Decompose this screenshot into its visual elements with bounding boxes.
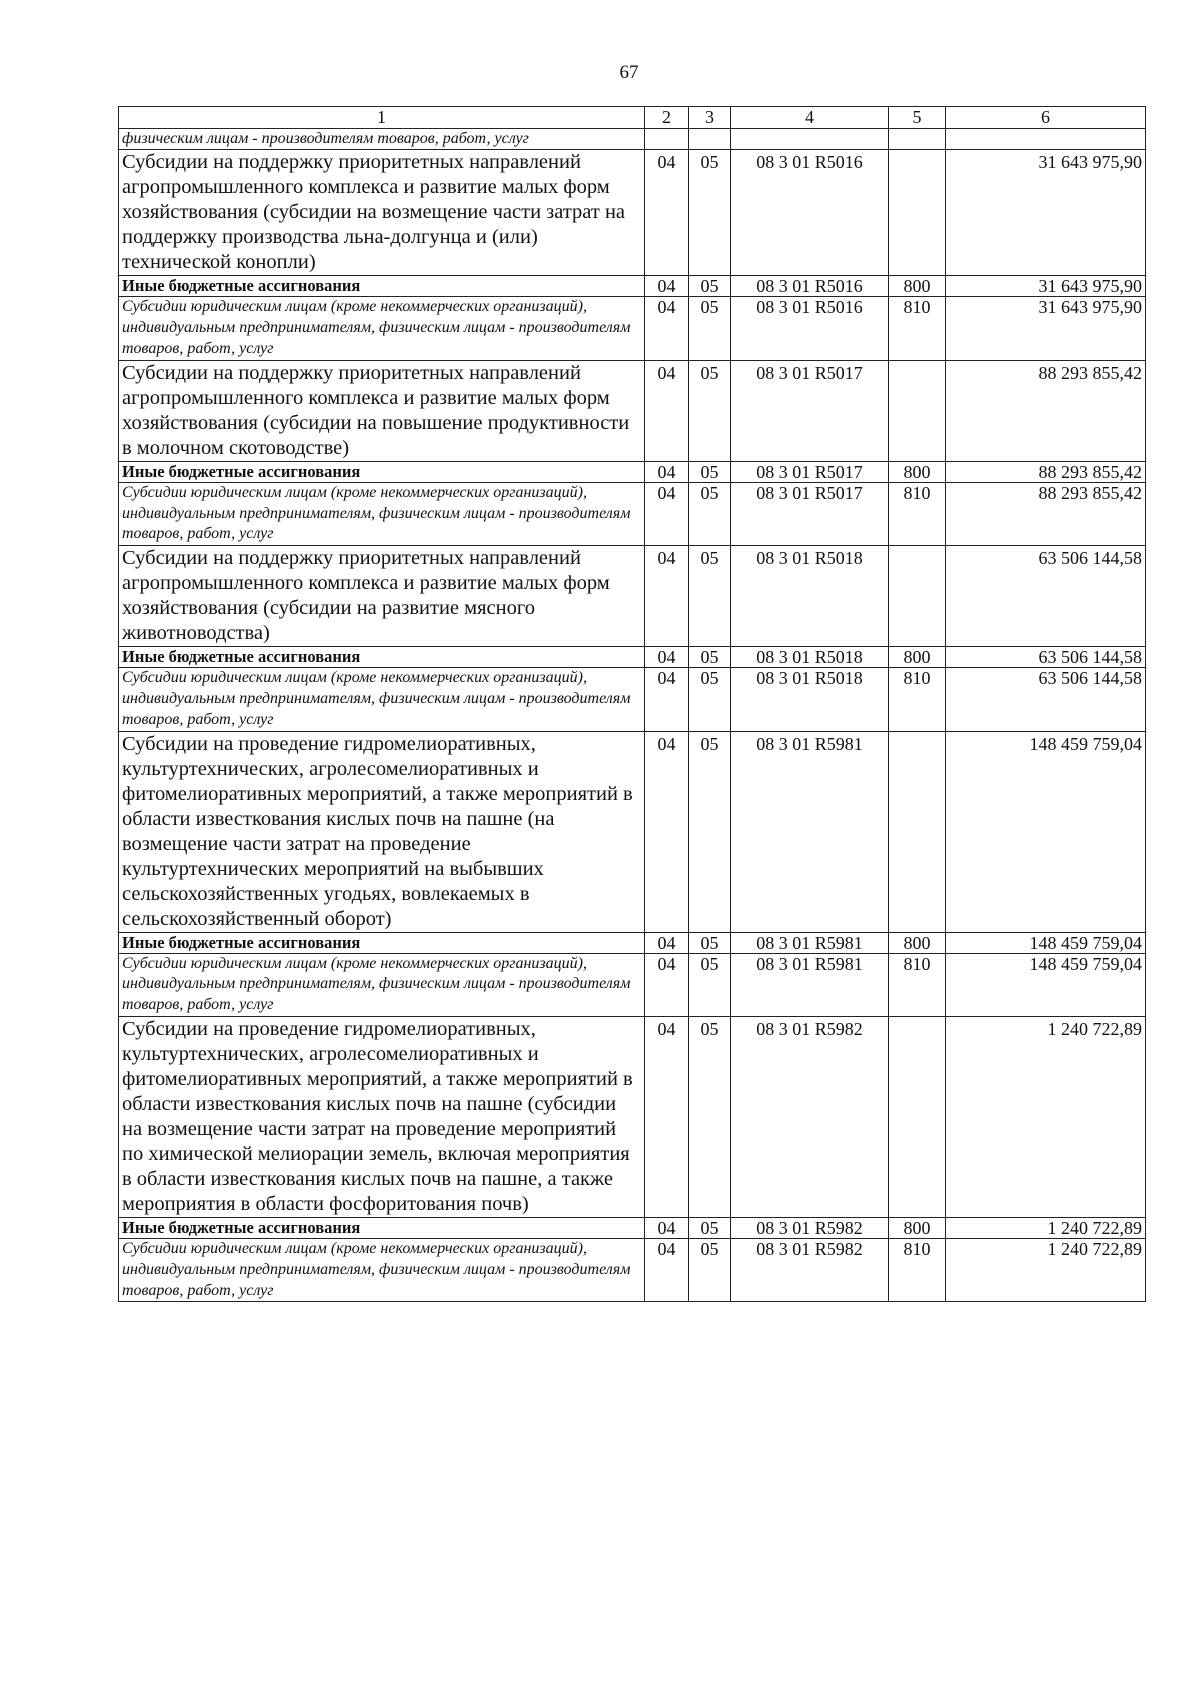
budget-table [118, 106, 1146, 1302]
section-code-cell: 04 [645, 546, 689, 647]
amount-cell: 88 293 855,42 [946, 461, 1146, 482]
amount-cell: 31 643 975,90 [946, 297, 1146, 360]
amount-cell: 63 506 144,58 [946, 668, 1146, 731]
target-article-cell [731, 128, 889, 150]
description-cell: Иные бюджетные ассигнования [119, 276, 645, 297]
subsection-code-cell: 05 [689, 731, 731, 932]
subsection-code-cell: 05 [689, 461, 731, 482]
description-cell: Субсидии на поддержку приоритетных направлений агропромышленного комплекса и развитие малых форм хозяйствования (субсидии на возмещение части затрат на поддержку производства льна-долгунца и (или) технической конопли) [119, 150, 645, 276]
expense-type-cell [889, 128, 946, 150]
description-cell: Субсидии юридическим лицам (кроме некоммерческих организаций), индивидуальным предпринимателям, физическим лицам - производителям товаров, работ, услуг [119, 297, 645, 360]
header-cell: 5 [889, 107, 946, 129]
target-article-cell: 08 3 01 R5016 [731, 150, 889, 276]
header-cell: 1 [119, 107, 645, 129]
expense-type-cell: 800 [889, 647, 946, 668]
expense-type-cell [889, 1017, 946, 1218]
table-row [119, 482, 1146, 545]
expense-type-cell: 800 [889, 932, 946, 953]
subsection-code-cell: 05 [689, 360, 731, 461]
subsection-code-cell: 05 [689, 1239, 731, 1302]
description-cell: Иные бюджетные ассигнования [119, 461, 645, 482]
subsection-code-cell: 05 [689, 150, 731, 276]
description-cell: Субсидии на проведение гидромелиоративных, культуртехнических, агролесомелиоративных и фитомелиоративных мероприятий, а также мероприятий в области известкования кислых почв на пашне (на возмещение части затрат на проведение культуртехнических мероприятий на выбывших сельскохозяйственных угодьях, вовлекаемых в сельскохозяйственный оборот) [119, 731, 645, 932]
section-code-cell: 04 [645, 1218, 689, 1239]
description-cell: Субсидии юридическим лицам (кроме некоммерческих организаций), индивидуальным предпринимателям, физическим лицам - производителям товаров, работ, услуг [119, 482, 645, 545]
expense-type-cell: 810 [889, 1239, 946, 1302]
amount-cell [946, 128, 1146, 150]
header-cell: 3 [689, 107, 731, 129]
table-row [119, 128, 1146, 150]
target-article-cell: 08 3 01 R5981 [731, 932, 889, 953]
expense-type-cell [889, 360, 946, 461]
target-article-cell: 08 3 01 R5981 [731, 953, 889, 1016]
description-cell: Субсидии юридическим лицам (кроме некоммерческих организаций), индивидуальным предпринимателям, физическим лицам - производителям товаров, работ, услуг [119, 668, 645, 731]
target-article-cell: 08 3 01 R5016 [731, 297, 889, 360]
table-row [119, 647, 1146, 668]
target-article-cell: 08 3 01 R5017 [731, 461, 889, 482]
subsection-code-cell [689, 128, 731, 150]
table-row [119, 546, 1146, 647]
expense-type-cell: 810 [889, 297, 946, 360]
table-row [119, 360, 1146, 461]
amount-cell: 63 506 144,58 [946, 546, 1146, 647]
section-code-cell: 04 [645, 150, 689, 276]
subsection-code-cell: 05 [689, 932, 731, 953]
section-code-cell: 04 [645, 668, 689, 731]
table-row [119, 461, 1146, 482]
section-code-cell [645, 128, 689, 150]
target-article-cell: 08 3 01 R5981 [731, 731, 889, 932]
description-cell: Иные бюджетные ассигнования [119, 932, 645, 953]
expense-type-cell [889, 150, 946, 276]
amount-cell: 31 643 975,90 [946, 150, 1146, 276]
amount-cell: 63 506 144,58 [946, 647, 1146, 668]
target-article-cell: 08 3 01 R5018 [731, 668, 889, 731]
section-code-cell: 04 [645, 647, 689, 668]
target-article-cell: 08 3 01 R5982 [731, 1017, 889, 1218]
amount-cell: 88 293 855,42 [946, 360, 1146, 461]
section-code-cell: 04 [645, 953, 689, 1016]
subsection-code-cell: 05 [689, 297, 731, 360]
target-article-cell: 08 3 01 R5018 [731, 647, 889, 668]
section-code-cell: 04 [645, 482, 689, 545]
header-cell: 2 [645, 107, 689, 129]
amount-cell: 88 293 855,42 [946, 482, 1146, 545]
section-code-cell: 04 [645, 276, 689, 297]
subsection-code-cell: 05 [689, 546, 731, 647]
description-cell: Иные бюджетные ассигнования [119, 647, 645, 668]
section-code-cell: 04 [645, 1239, 689, 1302]
section-code-cell: 04 [645, 297, 689, 360]
page-number: 67 [619, 62, 639, 83]
description-cell: физическим лицам - производителям товаров, работ, услуг [119, 128, 645, 150]
table-row [119, 1017, 1146, 1218]
expense-type-cell: 810 [889, 953, 946, 1016]
section-code-cell: 04 [645, 932, 689, 953]
table-row [119, 731, 1146, 932]
table-row [119, 150, 1146, 276]
table-header-row [119, 107, 1146, 129]
description-cell: Иные бюджетные ассигнования [119, 1218, 645, 1239]
subsection-code-cell: 05 [689, 1218, 731, 1239]
subsection-code-cell: 05 [689, 668, 731, 731]
amount-cell: 148 459 759,04 [946, 731, 1146, 932]
table-row [119, 932, 1146, 953]
subsection-code-cell: 05 [689, 276, 731, 297]
target-article-cell: 08 3 01 R5982 [731, 1218, 889, 1239]
table-row [119, 668, 1146, 731]
expense-type-cell: 810 [889, 482, 946, 545]
expense-type-cell: 810 [889, 668, 946, 731]
amount-cell: 31 643 975,90 [946, 276, 1146, 297]
header-cell: 4 [731, 107, 889, 129]
amount-cell: 1 240 722,89 [946, 1239, 1146, 1302]
target-article-cell: 08 3 01 R5017 [731, 360, 889, 461]
amount-cell: 1 240 722,89 [946, 1218, 1146, 1239]
table-row [119, 276, 1146, 297]
amount-cell: 1 240 722,89 [946, 1017, 1146, 1218]
expense-type-cell: 800 [889, 1218, 946, 1239]
header-cell: 6 [946, 107, 1146, 129]
subsection-code-cell: 05 [689, 953, 731, 1016]
table-row [119, 953, 1146, 1016]
target-article-cell: 08 3 01 R5017 [731, 482, 889, 545]
target-article-cell: 08 3 01 R5016 [731, 276, 889, 297]
table-row [119, 297, 1146, 360]
expense-type-cell [889, 731, 946, 932]
section-code-cell: 04 [645, 731, 689, 932]
subsection-code-cell: 05 [689, 1017, 731, 1218]
expense-type-cell [889, 546, 946, 647]
description-cell: Субсидии на проведение гидромелиоративных, культуртехнических, агролесомелиоративных и фитомелиоративных мероприятий, а также мероприятий в области известкования кислых почв на пашне (субсидии на возмещение части затрат на проведение мероприятий по химической мелиорации земель, включая мероприятия в области известкования кислых почв на пашне, а также мероприятия в области фосфоритования почв) [119, 1017, 645, 1218]
subsection-code-cell: 05 [689, 482, 731, 545]
table-row [119, 1218, 1146, 1239]
amount-cell: 148 459 759,04 [946, 932, 1146, 953]
expense-type-cell: 800 [889, 461, 946, 482]
budget-table-body [119, 107, 1146, 1302]
target-article-cell: 08 3 01 R5982 [731, 1239, 889, 1302]
description-cell: Субсидии юридическим лицам (кроме некоммерческих организаций), индивидуальным предпринимателям, физическим лицам - производителям товаров, работ, услуг [119, 1239, 645, 1302]
description-cell: Субсидии на поддержку приоритетных направлений агропромышленного комплекса и развитие малых форм хозяйствования (субсидии на развитие мясного животноводства) [119, 546, 645, 647]
subsection-code-cell: 05 [689, 647, 731, 668]
amount-cell: 148 459 759,04 [946, 953, 1146, 1016]
section-code-cell: 04 [645, 1017, 689, 1218]
table-row [119, 1239, 1146, 1302]
description-cell: Субсидии на поддержку приоритетных направлений агропромышленного комплекса и развитие малых форм хозяйствования (субсидии на повышение продуктивности в молочном скотоводстве) [119, 360, 645, 461]
section-code-cell: 04 [645, 461, 689, 482]
expense-type-cell: 800 [889, 276, 946, 297]
section-code-cell: 04 [645, 360, 689, 461]
target-article-cell: 08 3 01 R5018 [731, 546, 889, 647]
description-cell: Субсидии юридическим лицам (кроме некоммерческих организаций), индивидуальным предпринимателям, физическим лицам - производителям товаров, работ, услуг [119, 953, 645, 1016]
